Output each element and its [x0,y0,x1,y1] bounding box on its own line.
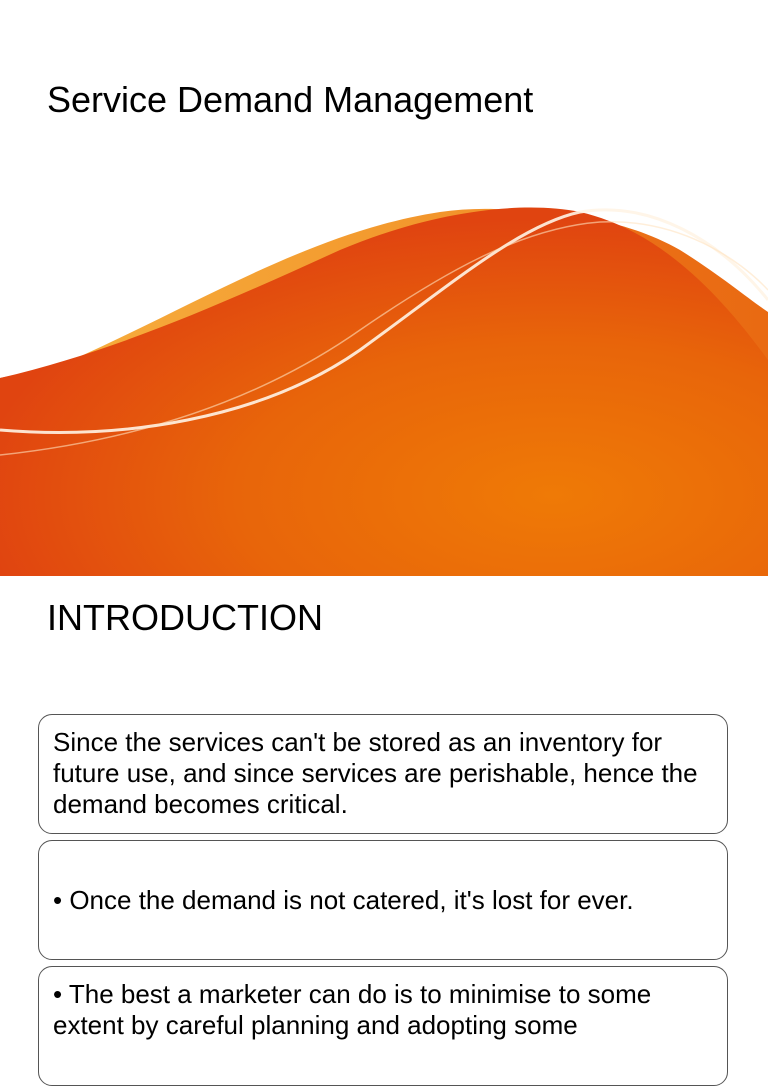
introduction-slide [0,576,768,1040]
text-box: Since the services can't be stored as an inventory for future use, and since services are perishable, hence the demand becomes critical. [38,714,728,834]
slide-title: INTRODUCTION [47,597,323,638]
bullet-text: • Once the demand is not catered, it's lost for ever. [53,884,634,915]
slide-title: Service Demand Management [47,79,534,120]
text-box [38,840,728,960]
text-box: • The best a marketer can do is to minimise to some extent by careful planning and adopting some [38,966,728,1086]
wave-front-layer [0,208,768,576]
